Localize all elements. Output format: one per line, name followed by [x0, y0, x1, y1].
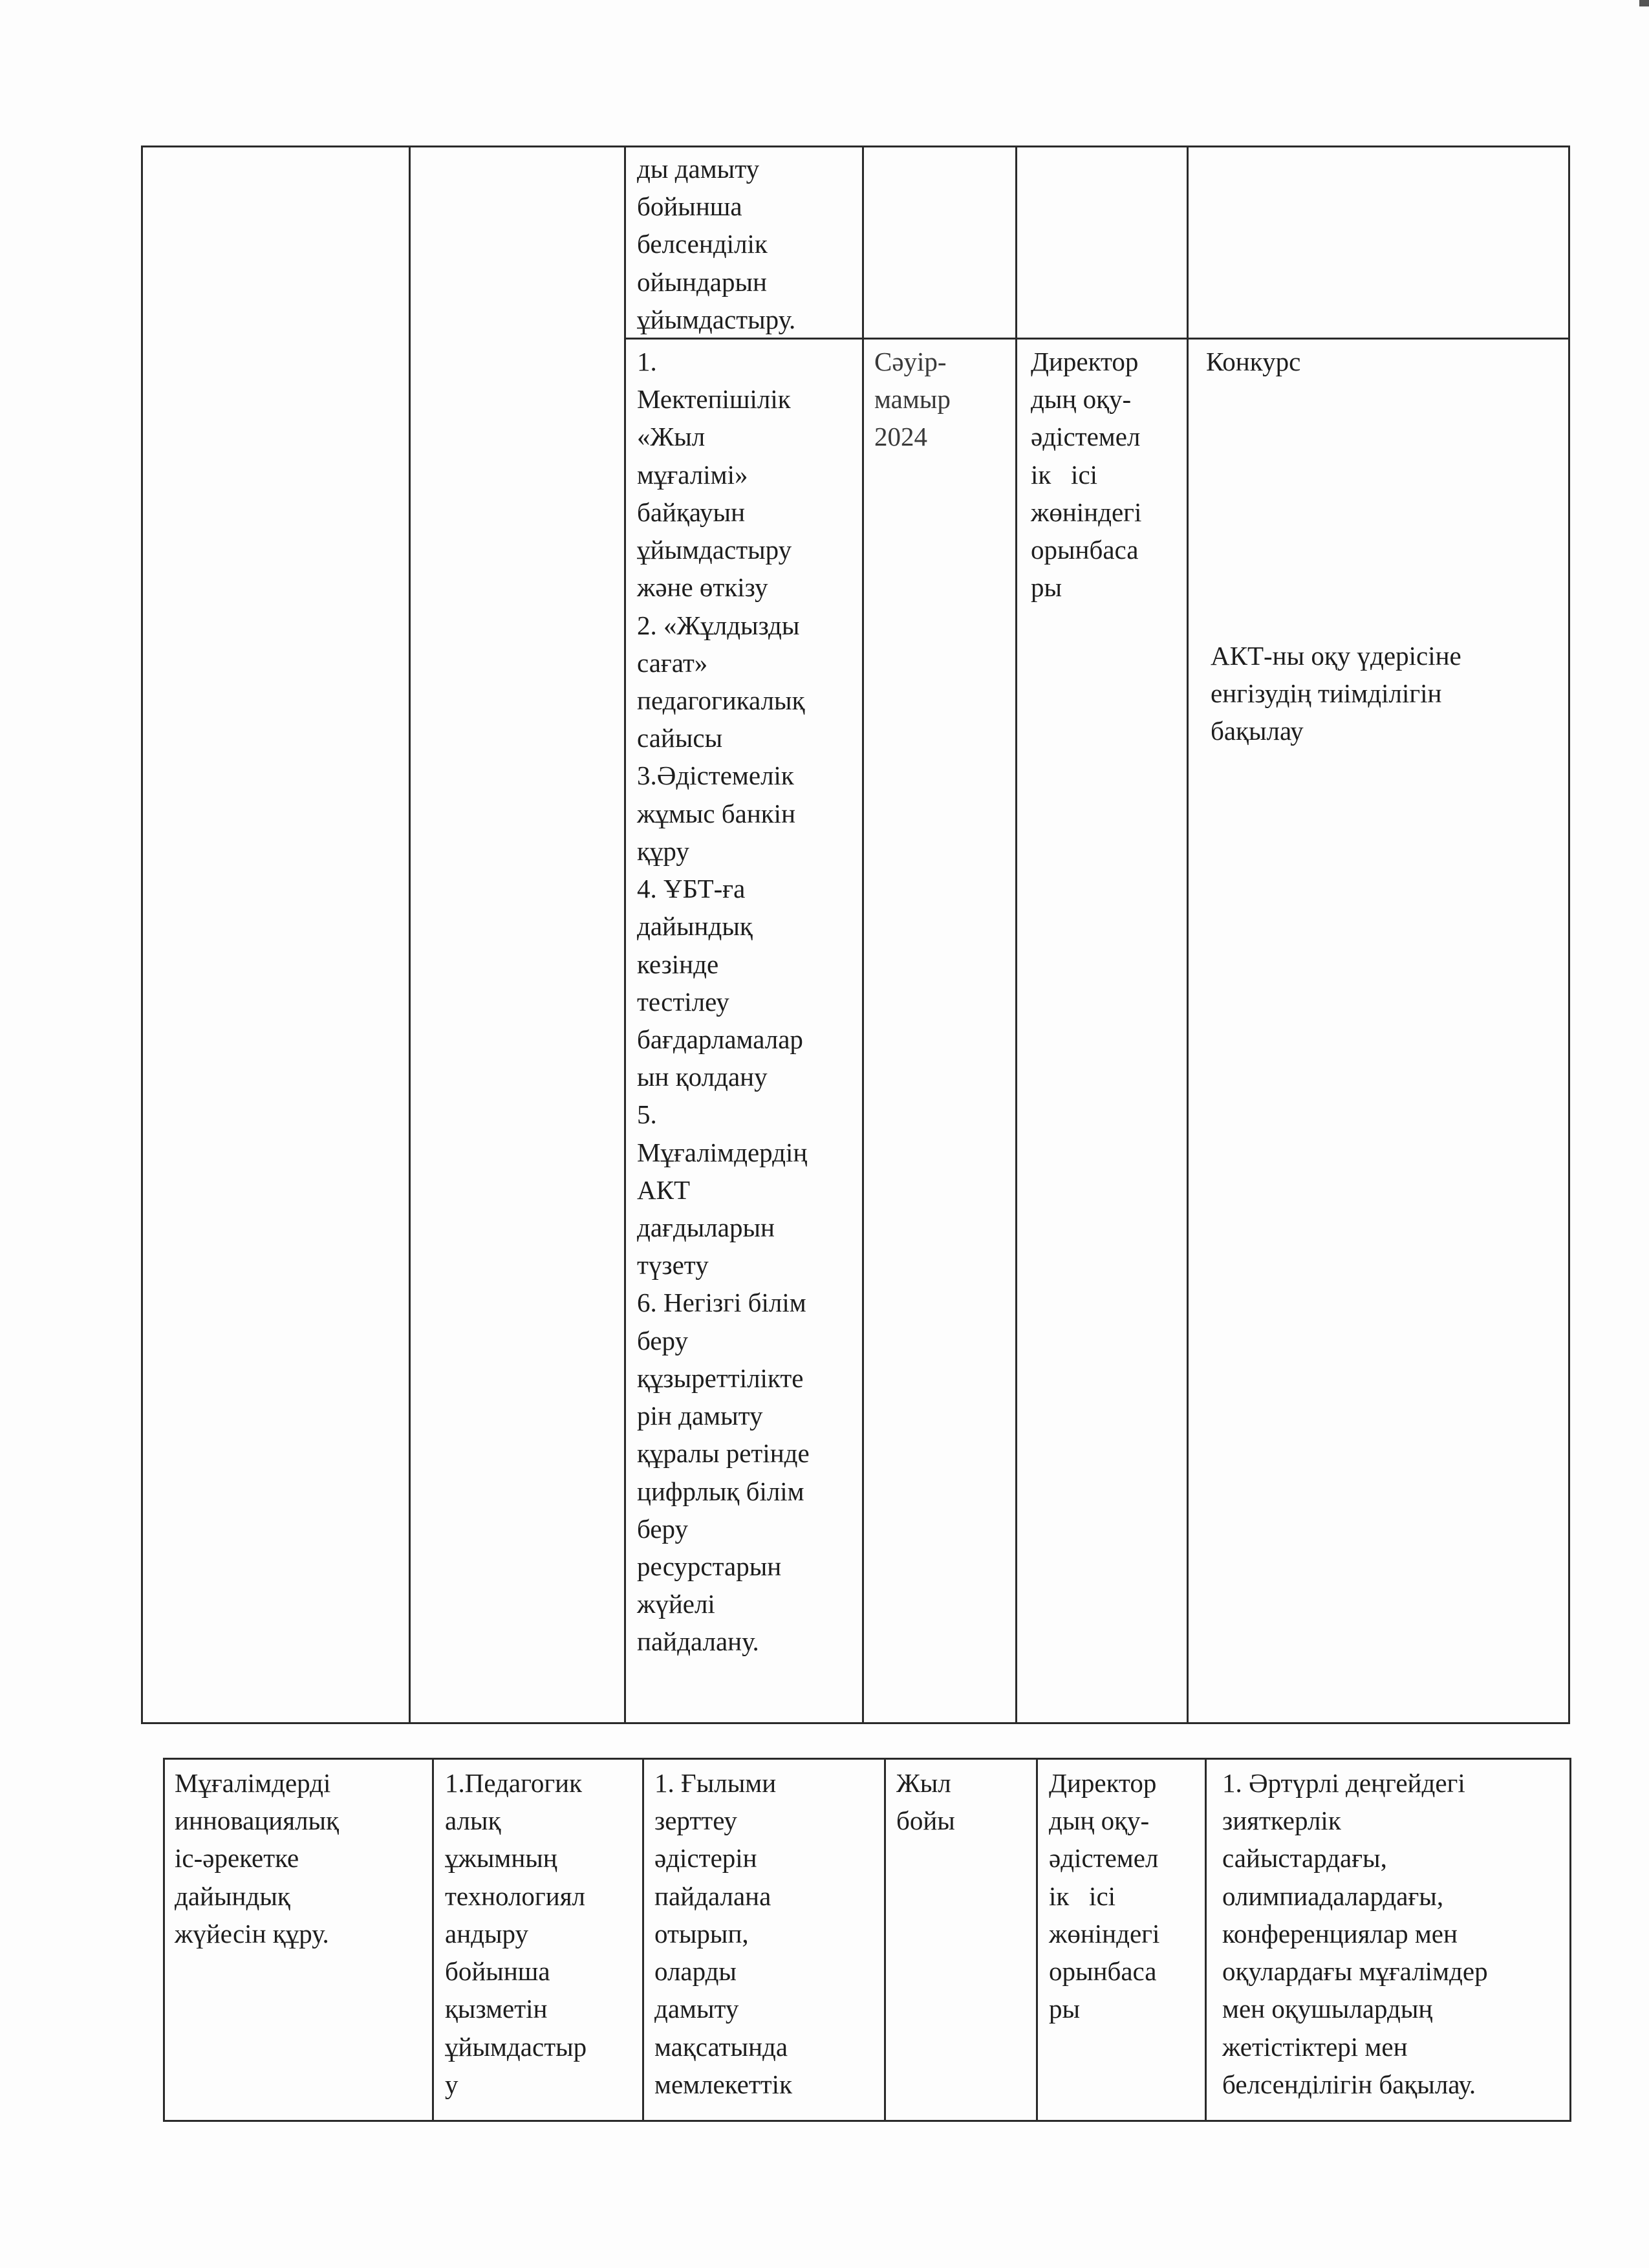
row2-activity-line: беру [637, 1325, 688, 1355]
col1-left-border [141, 146, 143, 1724]
row2-activity-line: 6. Негізгі білім [637, 1288, 806, 1318]
row2-activity-line: Мұғалімдердің [637, 1137, 808, 1167]
col6-left-border [1187, 146, 1189, 1724]
row3-bottom-border [163, 2120, 1571, 2122]
row2-control-cell [1211, 637, 1566, 750]
row3-control-line: белсенділігін бақылау. [1222, 2069, 1476, 2099]
row3-col6-right-border [1569, 1758, 1571, 2122]
row2-activity-line: педагогикалық [637, 685, 805, 715]
row3-deadline-line: бойы [896, 1806, 955, 1836]
row3-task-line: андыру [445, 1918, 529, 1949]
col4-left-border [862, 146, 864, 1724]
row3-task-line: алық [445, 1806, 501, 1836]
row2-result-form-cell [1206, 343, 1562, 380]
row2-activity-line: дайындық [637, 911, 753, 942]
row3-responsible-cell [1049, 1764, 1204, 2028]
row3-col5-left-border [1036, 1758, 1038, 2122]
row2-control-line: енгізудің тиімділігін [1211, 678, 1442, 709]
row2-activity-line: 1. [637, 347, 657, 376]
row2-activity-line: сағат» [637, 647, 708, 678]
row3-col6-left-border [1205, 1758, 1207, 2122]
row2-activity-line: 5. [637, 1099, 657, 1130]
row3-responsible-line: ік ісі [1049, 1881, 1116, 1911]
row2-activity-line: рін дамыту [637, 1401, 763, 1431]
row3-task-line: 1.Педагогик [445, 1768, 583, 1798]
row2-activity-line: кезінде [637, 949, 719, 979]
row3-activity-line: әдістерін [654, 1843, 757, 1874]
col3-left-border [624, 146, 626, 1724]
row3-responsible-line: орынбаса [1049, 1956, 1157, 1987]
row2-activity-line: 3.Әдістемелік [637, 761, 794, 791]
row2-result-form-line: Конкурс [1206, 347, 1301, 376]
scan-edge-mark [1639, 0, 1649, 6]
row3-deadline-cell [896, 1764, 1032, 1839]
row1-activity-cell [637, 150, 857, 338]
row3-control-line: 1. Әртүрлі деңгейдегі [1222, 1768, 1465, 1798]
row3-control-line: жетістіктері мен [1222, 2031, 1408, 2062]
row3-activity-line: оларды [654, 1956, 737, 1987]
row2-activity-line: құзыреттілікте [637, 1363, 804, 1393]
row2-responsible-line: Директор [1031, 347, 1139, 376]
row3-goal-line: дайындық [175, 1881, 290, 1911]
row3-control-line: оқулардағы мұғалімдер [1222, 1956, 1488, 1987]
row2-activity-line: пайдалану. [637, 1626, 759, 1657]
row2-responsible-cell [1031, 343, 1186, 607]
row1-activity-line: ұйымдастыру. [637, 304, 796, 334]
row3-activity-line: 1. Ғылыми [654, 1768, 777, 1798]
row3-task-line: бойынша [445, 1956, 550, 1987]
row3-goal-line: Мұғалімдерді [175, 1768, 331, 1798]
row3-task-line: ұжымның [445, 1843, 557, 1874]
row3-responsible-line: жөніндегі [1049, 1918, 1160, 1949]
row2-activity-line: құру [637, 836, 689, 866]
row3-goal-cell [175, 1764, 430, 1952]
row3-goal-line: жүйесін құру. [175, 1918, 329, 1949]
row3-control-cell [1222, 1764, 1568, 2103]
row2-responsible-line: ік ісі [1031, 459, 1098, 490]
row2-activity-line: беру [637, 1513, 688, 1544]
row2-activity-line: құралы ретінде [637, 1438, 810, 1469]
row3-responsible-line: дың оқу- [1049, 1806, 1150, 1836]
row2-deadline-cell [874, 343, 1013, 456]
row3-task-line: ұйымдастыр [445, 2031, 587, 2062]
row3-col4-left-border [884, 1758, 886, 2122]
row2-activity-line: «Жыл [637, 422, 706, 452]
row3-responsible-line: ры [1049, 1994, 1081, 2024]
row3-control-line: олимпиадалардағы, [1222, 1881, 1444, 1911]
row3-control-line: мен оқушылардың [1222, 1994, 1433, 2024]
row2-activity-line: цифрлық білім [637, 1476, 804, 1506]
row2-activity-line: жұмыс банкін [637, 798, 796, 828]
row2-control-line: бақылау [1211, 716, 1304, 746]
row3-control-line: зияткерлік [1222, 1806, 1341, 1836]
row2-activity-line: бағдарламалар [637, 1024, 803, 1054]
col2-left-border [409, 146, 411, 1724]
row1-activity-line: ойындарын [637, 266, 767, 297]
row2-activity-line: 2. «Жұлдызды [637, 610, 800, 640]
row1-activity-line: бойынша [637, 191, 742, 222]
row3-task-line: қызметін [445, 1994, 548, 2024]
row3-activity-line: пайдалана [654, 1881, 771, 1911]
row2-activity-cell [637, 343, 860, 1661]
row3-activity-line: зерттеу [654, 1806, 737, 1836]
row2-activity-line: байқауын [637, 497, 746, 527]
row3-responsible-line: әдістемел [1049, 1843, 1159, 1874]
col6-right-border [1568, 146, 1570, 1724]
row3-control-line: конференциялар мен [1222, 1918, 1458, 1949]
row3-activity-cell [654, 1764, 881, 2103]
row3-activity-line: дамыту [654, 1994, 739, 2024]
row3-deadline-line: Жыл [896, 1768, 951, 1798]
row3-top-border [163, 1758, 1571, 1760]
row2-responsible-line: ры [1031, 572, 1062, 603]
row3-responsible-line: Директор [1049, 1768, 1157, 1798]
col5-left-border [1015, 146, 1017, 1724]
row3-activity-line: отырып, [654, 1918, 749, 1949]
row2-activity-line: тестілеу [637, 986, 729, 1017]
row3-goal-line: инновациялық [175, 1806, 339, 1836]
row3-activity-line: мақсатында [654, 2031, 788, 2062]
row2-activity-line: сайысы [637, 723, 723, 753]
row2-control-line: АКТ-ны оқу үдерісіне [1211, 641, 1461, 671]
row1-activity-line: ды дамыту [637, 154, 760, 184]
row3-col1-left-border [163, 1758, 165, 2122]
row2-deadline-line: Сәуір- [874, 347, 947, 376]
row3-task-cell [445, 1764, 639, 2103]
row2-activity-line: мұғалімі» [637, 459, 748, 490]
row2-activity-line: Мектепішілік [637, 384, 791, 415]
row2-responsible-line: жөніндегі [1031, 497, 1142, 527]
row2-activity-line: ресурстарын [637, 1551, 782, 1581]
row2-responsible-line: дың оқу- [1031, 384, 1132, 415]
row3-goal-line: іс-әрекетке [175, 1843, 299, 1874]
row2-activity-line: АКТ [637, 1174, 690, 1205]
row2-activity-line: және өткізу [637, 572, 768, 603]
row3-activity-line: мемлекеттік [654, 2069, 792, 2099]
row3-task-line: технологиял [445, 1881, 586, 1911]
row2-responsible-line: әдістемел [1031, 422, 1141, 452]
row2-activity-line: жүйелі [637, 1589, 715, 1619]
row2-activity-line: ұйымдастыру [637, 535, 792, 565]
row3-control-line: сайыстардағы, [1222, 1843, 1387, 1874]
row2-activity-line: дағдыларын [637, 1213, 775, 1243]
row3-col2-left-border [432, 1758, 434, 2122]
row2-activity-line: 4. ҰБТ-ға [637, 874, 746, 904]
row2-activity-line: түзету [637, 1250, 709, 1280]
row3-task-line: у [445, 2069, 458, 2099]
row1-activity-line: белсенділік [637, 229, 768, 259]
row2-deadline-line: 2024 [874, 422, 927, 452]
table-top-border [141, 146, 1570, 147]
row2-activity-line: ын қолдану [637, 1062, 768, 1092]
row3-col3-left-border [642, 1758, 644, 2122]
row2-bottom-border [141, 1722, 1570, 1724]
row2-responsible-line: орынбаса [1031, 535, 1139, 565]
row2-deadline-line: мамыр [874, 384, 951, 415]
